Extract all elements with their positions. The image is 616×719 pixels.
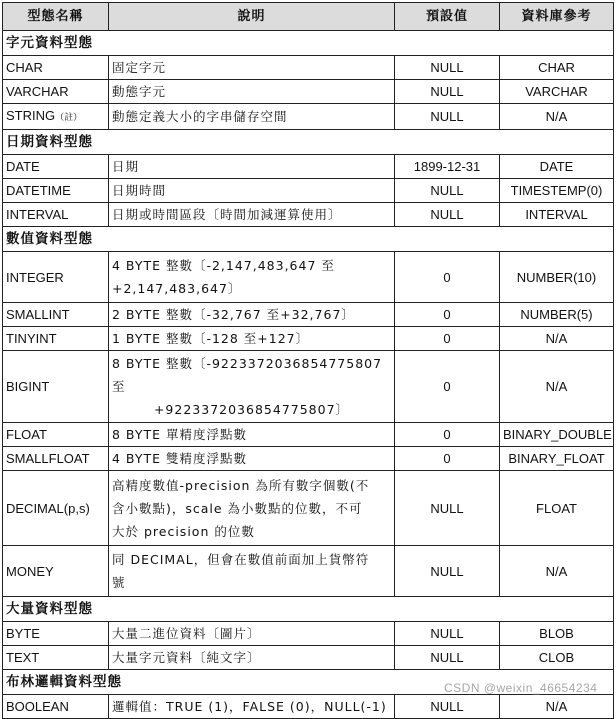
type-name: INTEGER xyxy=(3,252,109,303)
type-default: NULL xyxy=(395,695,500,719)
type-ref: N/A xyxy=(500,546,614,597)
type-ref: INTERVAL xyxy=(500,203,614,227)
header-row xyxy=(3,3,614,31)
table-row xyxy=(3,80,614,104)
table-row xyxy=(3,447,614,471)
type-desc: 大量二進位資料〔圖片〕 xyxy=(109,622,395,646)
type-default: 1899-12-31 xyxy=(395,155,500,179)
type-desc: 動態定義大小的字串儲存空間 xyxy=(109,104,395,130)
type-desc xyxy=(109,351,395,423)
type-default: NULL xyxy=(395,546,500,597)
type-default: NULL xyxy=(395,104,500,130)
type-name-cell xyxy=(3,104,109,130)
table-row xyxy=(3,546,614,597)
type-ref: BLOB xyxy=(500,622,614,646)
table-row xyxy=(3,471,614,546)
type-desc: 固定字元 xyxy=(109,56,395,80)
type-name: SMALLFLOAT xyxy=(3,447,109,471)
type-default: 0 xyxy=(395,303,500,327)
type-ref: CHAR xyxy=(500,56,614,80)
type-name: BIGINT xyxy=(3,351,109,423)
type-desc-line: 同 DECIMAL，但會在數值前面加上貨幣符 xyxy=(112,552,370,567)
table-row xyxy=(3,327,614,351)
type-name: BOOLEAN xyxy=(3,695,109,719)
type-desc: 2 BYTE 整數〔-32,767 至+32,767〕 xyxy=(109,303,395,327)
type-name: CHAR xyxy=(3,56,109,80)
type-desc-line: 高精度數值-precision 為所有數字個數(不 xyxy=(112,477,370,493)
type-name: INTERVAL xyxy=(3,203,109,227)
table-row xyxy=(3,155,614,179)
type-ref: BINARY_FLOAT xyxy=(500,447,614,471)
section-row-date xyxy=(3,130,614,155)
type-name-note: （註） xyxy=(55,112,83,122)
header-ref: 資料庫參考 xyxy=(500,3,614,31)
data-types-table xyxy=(2,2,614,719)
type-desc-line: 4 BYTE 整數〔-2,147,483,647 至 xyxy=(112,258,335,273)
type-desc: 8 BYTE 單精度浮點數 xyxy=(109,423,395,447)
type-default: NULL xyxy=(395,203,500,227)
table-row xyxy=(3,179,614,203)
type-desc-line: 含小數點)，scale 為小數點的位數，不可 xyxy=(112,500,363,516)
section-title: 布林邏輯資料型態 xyxy=(3,670,614,695)
type-desc-line: 號 xyxy=(112,575,126,590)
header-default: 預設值 xyxy=(395,3,500,31)
section-row-numeric xyxy=(3,227,614,252)
type-ref: BINARY_DOUBLE xyxy=(500,423,614,447)
type-ref: DATE xyxy=(500,155,614,179)
type-default: 0 xyxy=(395,327,500,351)
type-default: 0 xyxy=(395,252,500,303)
type-ref: N/A xyxy=(500,327,614,351)
type-desc-line: +2,147,483,647〕 xyxy=(112,281,242,296)
type-default: NULL xyxy=(395,179,500,203)
type-name: TEXT xyxy=(3,646,109,670)
header-name: 型態名稱 xyxy=(3,3,109,31)
table-row xyxy=(3,351,614,423)
section-title: 數值資料型態 xyxy=(3,227,614,252)
type-default: NULL xyxy=(395,646,500,670)
type-desc xyxy=(109,471,395,546)
type-ref: VARCHAR xyxy=(500,80,614,104)
type-name: DATE xyxy=(3,155,109,179)
type-name: DATETIME xyxy=(3,179,109,203)
type-desc xyxy=(109,546,395,597)
type-default: 0 xyxy=(395,423,500,447)
type-desc: 4 BYTE 雙精度浮點數 xyxy=(109,447,395,471)
table-row xyxy=(3,423,614,447)
type-ref: FLOAT xyxy=(500,471,614,546)
section-row-char xyxy=(3,31,614,56)
type-desc: 大量字元資料〔純文字〕 xyxy=(109,646,395,670)
type-desc: 1 BYTE 整數〔-128 至+127〕 xyxy=(109,327,395,351)
type-default: NULL xyxy=(395,471,500,546)
type-ref: CLOB xyxy=(500,646,614,670)
type-ref: TIMESTEMP(0) xyxy=(500,179,614,203)
section-title: 大量資料型態 xyxy=(3,597,614,622)
type-desc-line: 大於 precision 的位數 xyxy=(112,523,255,539)
table-row xyxy=(3,646,614,670)
type-ref: N/A xyxy=(500,104,614,130)
type-name: VARCHAR xyxy=(3,80,109,104)
type-ref: N/A xyxy=(500,695,614,719)
type-desc xyxy=(109,252,395,303)
type-ref: NUMBER(10) xyxy=(500,252,614,303)
section-row-large xyxy=(3,597,614,622)
table-row xyxy=(3,303,614,327)
type-name: SMALLINT xyxy=(3,303,109,327)
type-name: BYTE xyxy=(3,622,109,646)
watermark: CSDN @weixin_46654234 xyxy=(444,681,598,695)
type-default: NULL xyxy=(395,80,500,104)
type-desc-line: 8 BYTE 整數〔-9223372036854775807 至 xyxy=(112,356,383,394)
type-name: STRING xyxy=(6,108,56,123)
section-title: 字元資料型態 xyxy=(3,31,614,56)
type-default: NULL xyxy=(395,56,500,80)
table-row xyxy=(3,56,614,80)
type-name: TINYINT xyxy=(3,327,109,351)
type-desc: 日期 xyxy=(109,155,395,179)
table-row xyxy=(3,104,614,130)
type-desc: 動態字元 xyxy=(109,80,395,104)
table-row xyxy=(3,252,614,303)
type-name: MONEY xyxy=(3,546,109,597)
type-desc: 日期時間 xyxy=(109,179,395,203)
type-default: 0 xyxy=(395,447,500,471)
section-title: 日期資料型態 xyxy=(3,130,614,155)
header-desc: 說明 xyxy=(109,3,395,31)
type-default: 0 xyxy=(395,351,500,423)
type-desc: 日期或時間區段〔時間加減運算使用〕 xyxy=(109,203,395,227)
table-row xyxy=(3,203,614,227)
type-default: NULL xyxy=(395,622,500,646)
type-name: DECIMAL(p,s) xyxy=(3,471,109,546)
type-ref: NUMBER(5) xyxy=(500,303,614,327)
type-ref: N/A xyxy=(500,351,614,423)
table-row xyxy=(3,695,614,719)
type-name: FLOAT xyxy=(3,423,109,447)
type-desc-line: +9223372036854775807〕 xyxy=(153,402,350,417)
table-row xyxy=(3,622,614,646)
type-desc: 邏輯值：TRUE (1)，FALSE (0)，NULL(-1) xyxy=(109,695,395,719)
